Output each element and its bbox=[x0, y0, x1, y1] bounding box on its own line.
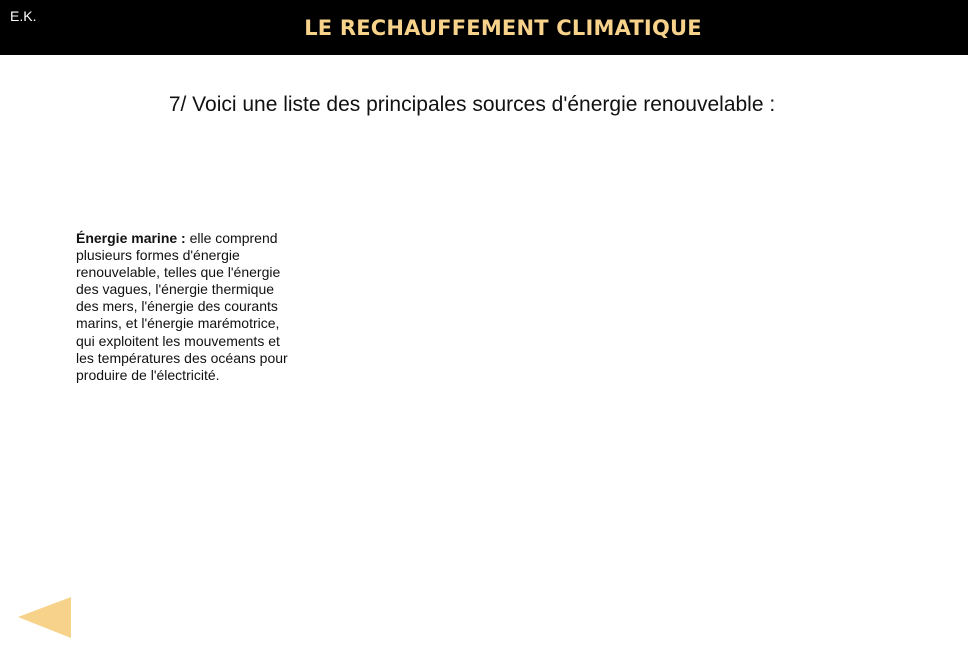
question-text: 7/ Voici une liste des principales sources d'énergie renouvelable : bbox=[168, 93, 776, 116]
back-button[interactable] bbox=[18, 597, 72, 639]
header-bar bbox=[0, 0, 968, 55]
author-initials: E.K. bbox=[10, 8, 37, 24]
energy-description-text: elle comprend plusieurs formes d'énergie renouvelable, telles que l'énergie des vagues, l'énergie thermique des mers, l'énergie des courants marins, et l'énergie marémotrice, qui exploitent les mouvements et les températures des océans pour produire de l'électricité. bbox=[76, 230, 288, 383]
back-arrow-icon bbox=[18, 597, 72, 639]
page-title: LE RECHAUFFEMENT CLIMATIQUE bbox=[304, 16, 702, 40]
energy-description bbox=[76, 230, 291, 384]
energy-term: Énergie marine : bbox=[76, 230, 186, 246]
